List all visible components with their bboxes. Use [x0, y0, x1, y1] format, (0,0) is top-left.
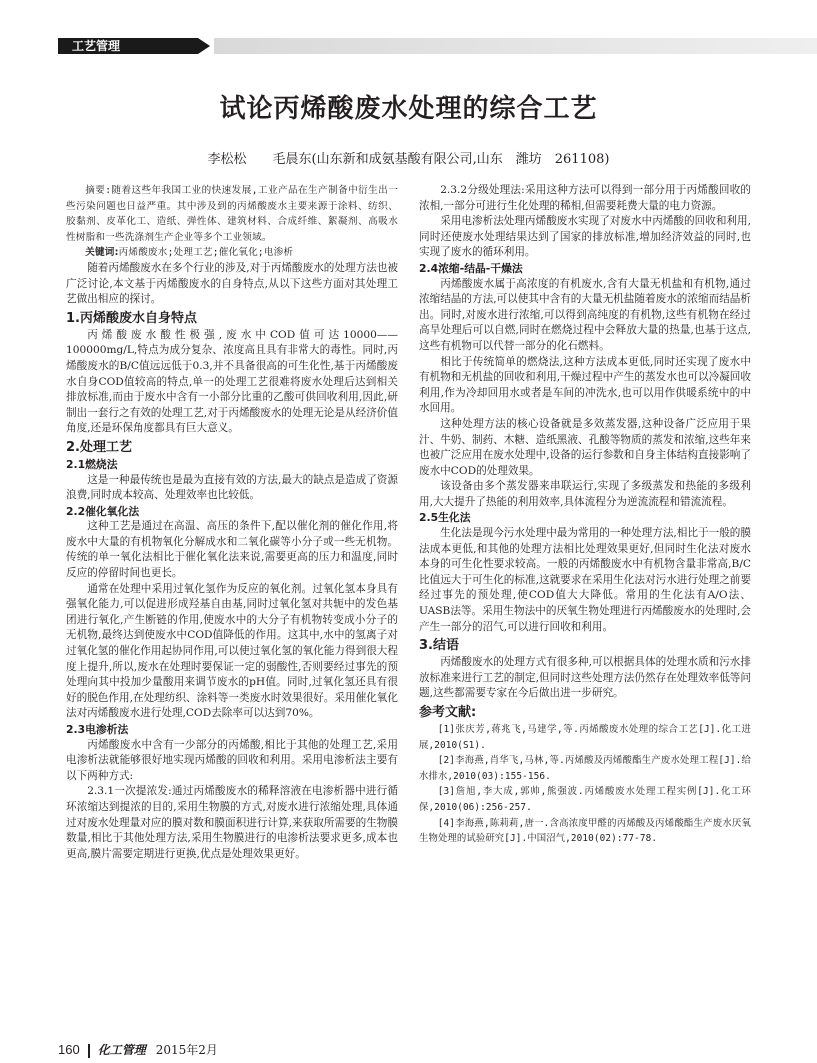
- keywords-label: 关键词:: [85, 247, 119, 259]
- article-authors: 李松松 毛晨东(山东新和成氨基酸有限公司,山东 潍坊 261108): [207, 152, 610, 167]
- references-list: [419, 722, 751, 847]
- paragraph: 采用电渗析法处理丙烯酸废水实现了对废水中丙烯酸的回收和利用,同时还使废水处理结果达到了国家的排放标准,增加经济效益的同时,也实现了废水的循环利用。: [419, 215, 751, 259]
- paragraph: 这种工艺是通过在高温、高压的条件下,配以催化剂的催化作用,将废水中大量的有机物氧化分解成水和二氧化碳等小分子或一些无机物。传统的单一氧化法相比于催化氧化法来说,需要更高的压力和温度,同时反应的停留时间也更长。: [66, 520, 398, 580]
- references-heading: 参考文献:: [419, 705, 477, 720]
- issue-date: 2015年2月: [155, 1043, 218, 1057]
- section-tag-arrow: [198, 38, 210, 54]
- page-footer: [58, 1041, 218, 1058]
- paragraph: 丙烯酸废水酸性极强,废水中COD值可达10000——100000mg/L,特点为成分复杂、浓度高且具有非常大的毒性。同时,丙烯酸废水的B/C值远远低于0.3,并不具备很高的可生化性,基于丙烯酸废水自身COD值较高的特点,单一的处理工艺很难将废水处理后达到相关排放标准,而由于废水中含有一小部分比重的乙酸可供回收利用,因此,研制出一套行之有效的处理工艺,对于丙烯酸废水的处理无论是从经济价值角度,还是环保角度都具有巨大意义。: [66, 328, 398, 435]
- section-heading: 2.处理工艺: [66, 439, 132, 455]
- subsection-heading: 2.3电渗析法: [66, 723, 129, 736]
- paragraph: 通常在处理中采用过氧化氢作为反应的氧化剂。过氧化氢本身具有强氧化能力,可以促进形成羟基自由基,同时过氧化氢对共轭中的发色基团进行氧化,产生断链的作用,使废水中的大分子有机物转变成小分子的无机物,最终达到使废水中COD值降低的作用。这其中,水中的氢离子对过氧化氢的催化作用起协同作用,可以使过氧化氢的氧化能力得到很大程度上提升,所以,废水在处理时要保证一定的弱酸性,否则要经过事先的预处理向其中投加少量酸用来调节废水的pH值。同时,过氧化氢还具有很好的脱色作用,在处理纺织、涂料等一类废水时效果很好。采用催化氧化法对丙烯酸废水进行处理,COD去除率可以达到70%。: [66, 582, 398, 720]
- reference-item: [2]李海燕,肖华飞,马林,等.丙烯酸及丙烯酸酯生产废水处理工程[J].给水排水,2010(03):155-156.: [419, 755, 751, 782]
- paragraph: 该设备由多个蒸发器来串联运行,实现了多级蒸发和热能的多级利用,大大提升了热能的利用效率,具体流程分为逆流流程和错流流程。: [419, 480, 751, 508]
- section-header-bar: [0, 38, 817, 54]
- section-heading: 1.丙烯酸废水自身特点: [66, 310, 197, 326]
- subsection-heading: 2.4浓缩-结晶-干燥法: [419, 261, 523, 275]
- paragraph: 丙烯酸废水的处理方式有很多种,可以根据具体的处理水质和污水排放标准来进行工艺的制定,但同时这些处理方法仍然存在处理效率低等问题,这些都需要专家在今后做出进一步研究。: [419, 656, 751, 700]
- subsection-heading: 2.1燃烧法: [66, 457, 118, 471]
- reference-item: [1]张庆芳,蒋兆飞,马建学,等.丙烯酸废水处理的综合工艺[J].化工进展,2010(S1).: [419, 724, 751, 751]
- header-band: [214, 38, 817, 54]
- paragraph: 这是一种最传统也是最为直接有效的方法,最大的缺点是造成了资源浪费,同时成本较高、处理效率也比较低。: [66, 473, 398, 502]
- footer-divider: [88, 1044, 90, 1058]
- subsection-heading: 2.2催化氧化法: [66, 504, 140, 518]
- subsection-heading: 2.5生化法: [419, 511, 471, 525]
- paragraph: 相比于传统简单的燃烧法,这种方法成本更低,同时还实现了废水中有机物和无机盐的回收和利用,干燥过程中产生的蒸发水也可以冷凝回收利用,作为冷却回用水或者是车间的冲洗水,也可以用作供暖系统中的中水回用。: [419, 355, 751, 415]
- paragraph: 这种处理方法的核心设备就是多效蒸发器,这种设备广泛应用于果汁、牛奶、制药、木糖、造纸黑液、孔酸等物质的蒸发和浓缩,这些年来也被广泛应用在废水处理中,设备的运行参数和自身主体结构直接影响了废水中COD的处理效果。: [419, 417, 751, 477]
- magazine-name: 化工管理: [97, 1043, 146, 1057]
- paragraph: 丙烯酸废水中含有一少部分的丙烯酸,相比于其他的处理工艺,采用电渗析法就能够很好地实现丙烯酸的回收和利用。采用电渗析法主要有以下两种方式:: [66, 738, 398, 782]
- reference-item: [4]李海燕,陈莉莉,唐一.含高浓度甲醛的丙烯酸及丙烯酸酯生产废水厌氧生物处理的试验研究[J].中国沼气,2010(02):77-78.: [419, 817, 751, 845]
- page-number: 160: [58, 1042, 80, 1057]
- section-heading: 3.结语: [419, 638, 459, 654]
- paragraph: 2.3.1一次提浓发:通过丙烯酸废水的稀释溶液在电渗析器中进行循环浓缩达到提浓的目的,采用生物膜的方式,对废水进行浓缩处理,具体通过对废水处理量对应的膜对数和膜面积进行计算,来获取所需要的生物膜数量,相比于其他处理方法,采用生物膜进行的电渗析法要求更多,成本也更高,膜片需要定期进行更换,优点是处理效果更好。: [66, 785, 398, 860]
- keywords-text: 丙烯酸废水;处理工艺;催化氧化;电渗析: [118, 247, 294, 259]
- paragraph: 丙烯酸废水属于高浓度的有机废水,含有大量无机盐和有机物,通过浓缩结晶的方法,可以使其中含有的大量无机盐随着废水的浓缩而结晶析出。同时,对废水进行浓缩,可以得到高纯度的有机物,这些有机物在经过高旱处理后可以自燃,同时在燃烧过程中会释放大量的热量,也基于这点,这些有机物可以代替一部分的化石燃料。: [419, 277, 751, 352]
- paragraph: 生化法是现今污水处理中最为常用的一种处理方法,相比于一般的膜法成本更低,和其他的处理方法相比处理效果更好,但同时生化法对废水本身的可生化性要求较高。一般的丙烯酸废水中有机物含量非常高,B/C比值远大于可生化的标准,这就要求在采用生化法对污水进行处理之前要经过事先的预处理,使COD值大大降低。常用的生化法有A/O法、UASB法等。采用生物法中的厌氧生物处理进行丙烯酸废水的处理时,会产生一部分的沼气,可以进行回收和利用。: [419, 527, 751, 633]
- intro-paragraph: 随着丙烯酸废水在多个行业的涉及,对于丙烯酸废水的处理方法也被广泛讨论,本文基于丙烯酸废水的自身特点,从以下这些方面对其处理工艺做出相应的探讨。: [66, 261, 398, 306]
- abstract: 摘要:随着这些年我国工业的快速发展,工业产品在生产制备中衍生出一些污染问题也日益严重。其中涉及到的丙烯酸废水主要来源于涂料、纺织、胶黏剂、皮革化工、造纸、弹性体、建筑材料、合成纤维、絮凝剂、高吸水性树脂和一些洗涤剂生产企业等多个工业领域。: [66, 185, 398, 243]
- article-title: 试论丙烯酸废水处理的综合工艺: [219, 94, 598, 124]
- right-column: [419, 183, 751, 847]
- section-tag: 工艺管理: [58, 38, 198, 54]
- left-column: [66, 183, 398, 862]
- keywords: [66, 245, 398, 261]
- paragraph: 2.3.2分级处理法:采用这种方法可以得到一部分用于丙烯酸回收的浓相,一部分可进行生化处理的稀相,但需要耗费大量的电力资源。: [419, 184, 751, 212]
- reference-item: [3]詹旭,李大成,郭帅,熊强波.丙烯酸废水处理工程实例[J].化工环保,2010(06):256-257.: [419, 786, 751, 813]
